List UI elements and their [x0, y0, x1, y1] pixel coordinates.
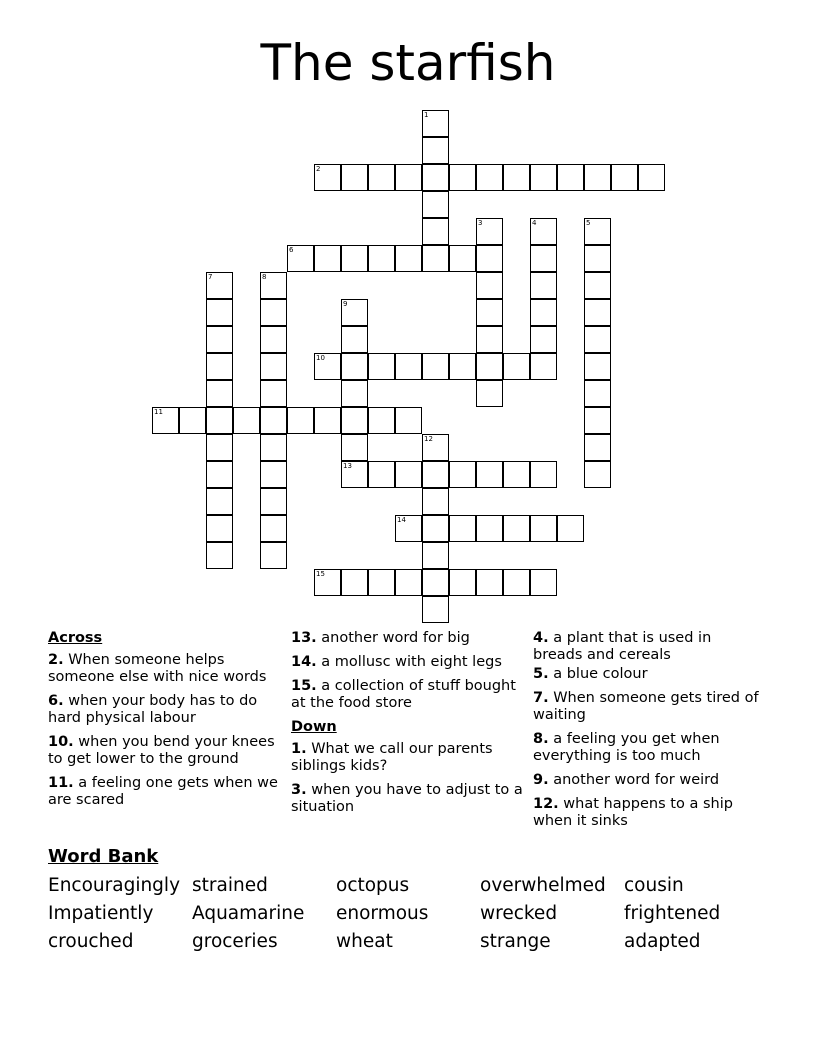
grid-cell[interactable]: [206, 461, 233, 488]
grid-cell[interactable]: [503, 164, 530, 191]
grid-cell[interactable]: [206, 353, 233, 380]
word-bank-word: enormous: [336, 903, 429, 924]
clue-number: 7: [208, 273, 213, 281]
grid-cell[interactable]: [476, 353, 503, 380]
grid-cell[interactable]: [260, 461, 287, 488]
word-bank-word: cousin: [624, 875, 684, 896]
grid-cell[interactable]: [206, 434, 233, 461]
clue-across-10: 10. when you bend your knees to get lower to the ground: [48, 734, 275, 767]
grid-cell[interactable]: [368, 407, 395, 434]
grid-cell[interactable]: [260, 515, 287, 542]
word-bank-word: Impatiently: [48, 903, 154, 924]
grid-cell[interactable]: [530, 515, 557, 542]
clue-across-15: 15. a collection of stuff bought at the food store: [291, 678, 516, 711]
grid-cell[interactable]: [503, 353, 530, 380]
grid-cell[interactable]: [476, 515, 503, 542]
clue-across-6: 6. when your body has to do hard physical labour: [48, 693, 258, 726]
grid-cell[interactable]: [530, 272, 557, 299]
grid-cell[interactable]: [422, 515, 449, 542]
grid-cell[interactable]: [476, 164, 503, 191]
grid-cell[interactable]: [341, 434, 368, 461]
grid-cell[interactable]: [611, 164, 638, 191]
clue-number: 4: [532, 219, 537, 227]
grid-cell[interactable]: [368, 245, 395, 272]
word-bank-word: Aquamarine: [192, 903, 305, 924]
page-title: The starfish: [260, 34, 556, 92]
grid-cell[interactable]: [422, 569, 449, 596]
clue-number: 5: [586, 219, 591, 227]
word-bank-word: wheat: [336, 931, 393, 952]
grid-cell[interactable]: [476, 461, 503, 488]
grid-cell[interactable]: [341, 407, 368, 434]
clue-down-9: 9. another word for weird: [533, 772, 720, 788]
grid-cell[interactable]: [584, 245, 611, 272]
grid-cell[interactable]: [206, 326, 233, 353]
grid-cell[interactable]: [314, 245, 341, 272]
grid-cell[interactable]: [422, 488, 449, 515]
grid-cell[interactable]: [530, 245, 557, 272]
grid-cell[interactable]: [395, 353, 422, 380]
word-bank-word: strange: [480, 931, 551, 952]
clues-column-2: [291, 630, 526, 823]
grid-cell[interactable]: [341, 353, 368, 380]
clue-down-4: 4. a plant that is used in breads and cereals: [533, 630, 712, 663]
grid-cell[interactable]: [206, 515, 233, 542]
clue-number: 12: [424, 435, 433, 443]
grid-cell[interactable]: [260, 542, 287, 569]
grid-cell[interactable]: [503, 461, 530, 488]
clue-down-5: 5. a blue colour: [533, 666, 648, 682]
grid-cell[interactable]: [530, 461, 557, 488]
grid-cell[interactable]: [584, 299, 611, 326]
grid-cell[interactable]: [503, 515, 530, 542]
grid-cell[interactable]: [476, 272, 503, 299]
grid-cell[interactable]: [584, 353, 611, 380]
clue-down-12: 12. what happens to a ship when it sinks: [533, 796, 733, 829]
grid-cell[interactable]: [260, 299, 287, 326]
grid-cell[interactable]: [395, 164, 422, 191]
grid-cell[interactable]: [449, 569, 476, 596]
grid-cell[interactable]: [584, 326, 611, 353]
grid-cell[interactable]: [422, 596, 449, 623]
grid-cell[interactable]: [395, 245, 422, 272]
clue-across-14: 14. a mollusc with eight legs: [291, 654, 502, 670]
grid-cell[interactable]: [638, 164, 665, 191]
word-bank-word: groceries: [192, 931, 278, 952]
grid-cell[interactable]: [206, 488, 233, 515]
clue-across-11: 11. a feeling one gets when we are scared: [48, 775, 278, 808]
word-bank-word: Encouragingly: [48, 875, 181, 896]
clue-down-3: 3. when you have to adjust to a situation: [291, 782, 523, 815]
grid-cell[interactable]: [260, 434, 287, 461]
clue-number: 15: [316, 570, 325, 578]
grid-cell[interactable]: [422, 542, 449, 569]
grid-cell[interactable]: [530, 299, 557, 326]
grid-cell[interactable]: [206, 299, 233, 326]
grid-cell[interactable]: [476, 380, 503, 407]
word-bank-word: adapted: [624, 931, 701, 952]
clue-number: 13: [343, 462, 352, 470]
grid-cell[interactable]: [422, 137, 449, 164]
grid-cell[interactable]: [530, 326, 557, 353]
clue-down-7: 7. When someone gets tired of waiting: [533, 690, 759, 723]
clue-number: 3: [478, 219, 483, 227]
grid-cell[interactable]: [206, 542, 233, 569]
grid-cell[interactable]: [584, 272, 611, 299]
grid-cell[interactable]: [557, 515, 584, 542]
clue-down-8: 8. a feeling you get when everything is too much: [533, 731, 720, 764]
word-bank-word: strained: [192, 875, 268, 896]
grid-cell[interactable]: [368, 353, 395, 380]
grid-cell[interactable]: [422, 245, 449, 272]
grid-cell[interactable]: [476, 326, 503, 353]
grid-cell[interactable]: [260, 380, 287, 407]
grid-cell[interactable]: [341, 569, 368, 596]
grid-cell[interactable]: [449, 353, 476, 380]
grid-cell[interactable]: [584, 164, 611, 191]
grid-cell[interactable]: [260, 353, 287, 380]
grid-cell[interactable]: [422, 461, 449, 488]
grid-cell[interactable]: [368, 164, 395, 191]
grid-cell[interactable]: [449, 515, 476, 542]
grid-cell[interactable]: [206, 407, 233, 434]
grid-cell[interactable]: [341, 245, 368, 272]
grid-cell[interactable]: [422, 191, 449, 218]
clue-number: 10: [316, 354, 325, 362]
grid-cell[interactable]: [206, 380, 233, 407]
grid-cell[interactable]: [449, 461, 476, 488]
grid-cell[interactable]: [584, 461, 611, 488]
grid-cell[interactable]: [422, 164, 449, 191]
grid-cell[interactable]: [530, 569, 557, 596]
grid-cell[interactable]: [584, 407, 611, 434]
clue-down-1: 1. What we call our parents siblings kids?: [291, 741, 493, 774]
grid-cell[interactable]: [503, 569, 530, 596]
grid-cell[interactable]: [341, 164, 368, 191]
grid-cell[interactable]: [287, 407, 314, 434]
clue-number: 11: [154, 408, 163, 416]
grid-cell[interactable]: [476, 245, 503, 272]
grid-cell[interactable]: [449, 164, 476, 191]
clue-across-2: 2. When someone helps someone else with nice words: [48, 652, 267, 685]
clue-number: 14: [397, 516, 406, 524]
word-bank-word: frightened: [624, 903, 721, 924]
clues-column-3: [533, 630, 763, 837]
grid-cell[interactable]: [341, 380, 368, 407]
word-bank-word: crouched: [48, 931, 134, 952]
grid-cell[interactable]: [179, 407, 206, 434]
clue-number: 9: [343, 300, 348, 308]
clue-number: 8: [262, 273, 267, 281]
grid-cell[interactable]: [233, 407, 260, 434]
grid-cell[interactable]: [368, 569, 395, 596]
grid-cell[interactable]: [395, 461, 422, 488]
across-heading: Across: [48, 630, 103, 646]
grid-cell[interactable]: [584, 380, 611, 407]
grid-cell[interactable]: [422, 353, 449, 380]
grid-cell[interactable]: [449, 245, 476, 272]
word-bank-word: wrecked: [480, 903, 558, 924]
grid-cell[interactable]: [260, 488, 287, 515]
clue-number: 6: [289, 246, 294, 254]
grid-cell[interactable]: [341, 326, 368, 353]
clue-number: 1: [424, 111, 429, 119]
grid-cell[interactable]: [530, 164, 557, 191]
grid-cell[interactable]: [395, 569, 422, 596]
grid-cell[interactable]: [314, 407, 341, 434]
grid-cell[interactable]: [557, 164, 584, 191]
clue-across-13: 13. another word for big: [291, 630, 470, 646]
grid-cell[interactable]: [395, 407, 422, 434]
grid-cell[interactable]: [260, 326, 287, 353]
grid-cell[interactable]: [584, 434, 611, 461]
grid-cell[interactable]: [476, 299, 503, 326]
word-bank-word: octopus: [336, 875, 410, 896]
grid-cell[interactable]: [476, 569, 503, 596]
down-heading: Down: [291, 719, 337, 735]
word-bank-word: overwhelmed: [480, 875, 606, 896]
grid-cell[interactable]: [422, 218, 449, 245]
word-bank-title: Word Bank: [48, 846, 159, 867]
clues-column-1: [48, 630, 283, 816]
grid-cell[interactable]: [368, 461, 395, 488]
grid-cell[interactable]: [530, 353, 557, 380]
grid-cell[interactable]: [260, 407, 287, 434]
clue-number: 2: [316, 165, 321, 173]
